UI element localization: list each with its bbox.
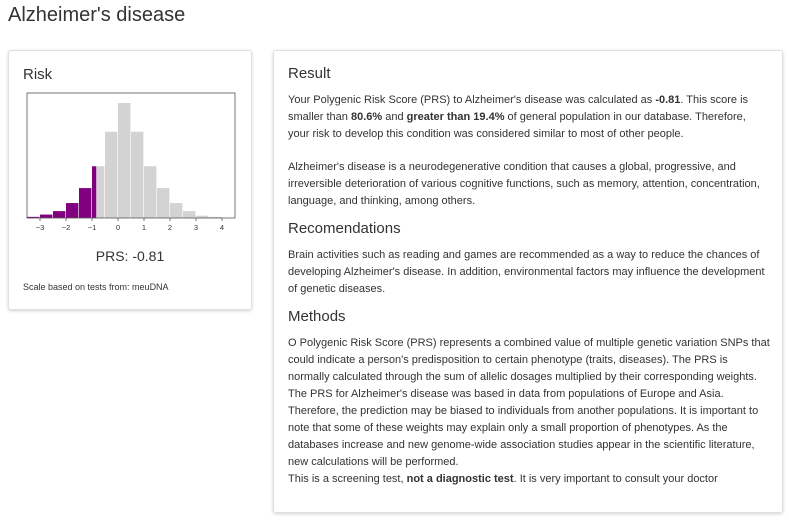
prs-value: PRS: -0.81 — [95, 248, 165, 264]
histogram-bar — [157, 188, 169, 218]
x-tick-label: 1 — [141, 223, 147, 232]
x-tick-label: −2 — [61, 223, 71, 232]
result-text: Your Polygenic Risk Score (PRS) to Alzheimer's disease was calculated as — [288, 94, 656, 106]
histogram-svg — [23, 91, 243, 241]
histogram-bar — [79, 188, 91, 218]
result-text: . This score is smaller than — [288, 94, 749, 123]
histogram-bar — [92, 166, 96, 218]
x-tick-label: −1 — [87, 223, 97, 232]
methods-footer — [288, 471, 770, 488]
x-tick-label: 0 — [115, 223, 121, 232]
histogram-bar — [97, 166, 104, 218]
histogram-bar — [170, 203, 182, 218]
recommendations-text: Brain activities such as reading and games are recommended as a way to reduce the chances of developing Alzheimer's disease. In addition, environmental factors may influence the development of genetic diseases. — [288, 249, 765, 295]
histogram-bar — [183, 211, 195, 218]
x-tick-label: −3 — [35, 223, 45, 232]
risk-title: Risk — [23, 66, 53, 83]
methods-text: O Polygenic Risk Score (PRS) represents a combined value of multiple genetic variation SNPs that could indicate a person's predisposition to certain phenotype (traits, diseases). The PRS is normally calculated through the sum of allelic dosages multiplied by their corresponding weights. The PRS for Alzheimer's disease was based in data from populations of Europe and Asia. Therefore, the prediction may be biased to individuals from another populations. It is important to note that some of these weights may explain only a small proportion of phenotypes. As the databases increase and new genome-wide association studies appear in the scientific literature, new calculations will be performed. — [288, 337, 770, 468]
disease-description: Alzheimer's disease is a neurodegenerative condition that causes a global, progressive, and irreversible deterioration of various cognitive functions, such as memory, attention, concentration, language, and thinking, among others. — [288, 161, 760, 207]
smaller-percentage: 80.6% — [350, 111, 383, 123]
histogram-bar — [118, 103, 130, 218]
histogram-bar — [131, 132, 143, 218]
histogram-bar — [40, 215, 52, 218]
not-diagnostic-label: not a diagnostic test — [406, 473, 514, 485]
result-paragraph — [288, 92, 770, 143]
risk-card — [8, 50, 252, 310]
histogram-bar — [66, 203, 78, 218]
greater-percentage: greater than 19.4% — [406, 111, 505, 123]
histogram-bar — [105, 132, 117, 218]
footer-text: . It is very important to consult your doctor — [513, 473, 718, 485]
page-title: Alzheimer's disease — [8, 4, 186, 26]
methods-title: Methods — [288, 308, 346, 325]
scale-note: Scale based on tests from: meuDNA — [23, 282, 169, 292]
histogram-bar — [144, 166, 156, 218]
x-tick-label: 4 — [219, 223, 225, 232]
prs-score: -0.81 — [655, 94, 681, 106]
result-card — [273, 50, 783, 513]
x-tick-label: 2 — [167, 223, 173, 232]
result-text: of general population in our database. Therefore, your risk to develop this condition was considered similar to most of other people. — [288, 111, 746, 140]
recommendations-title: Recomendations — [288, 220, 401, 237]
histogram-bar — [53, 211, 65, 218]
footer-text: This is a screening test, — [288, 473, 407, 485]
result-text: and — [382, 111, 407, 123]
x-tick-label: 3 — [193, 223, 199, 232]
result-title: Result — [288, 65, 331, 82]
